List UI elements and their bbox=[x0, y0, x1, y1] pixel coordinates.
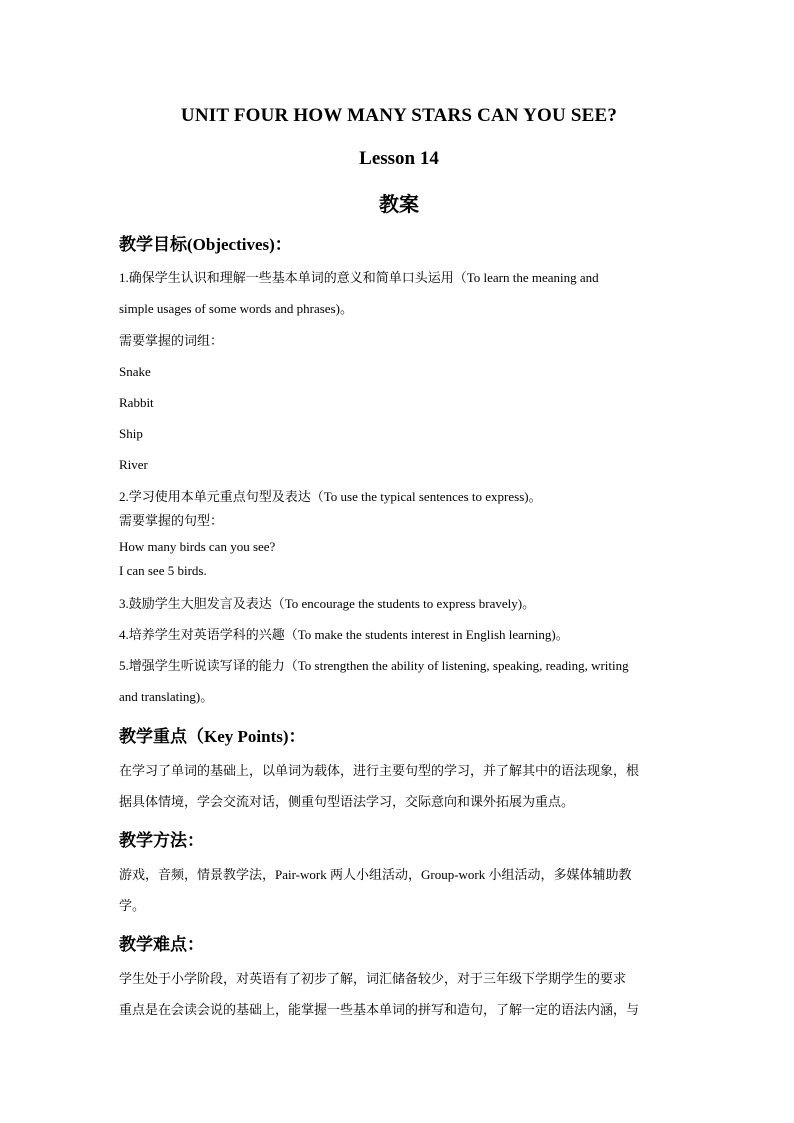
methods-line-2: 学。 bbox=[119, 898, 146, 913]
key-points-line-1: 在学习了单词的基础上，以单词为载体，进行主要句型的学习，并了解其中的语法现象，根 bbox=[119, 763, 640, 778]
difficulties-line-1: 学生处于小学阶段，对英语有了初步了解，词汇储备较少，对于三年级下学期学生的要求 bbox=[119, 971, 627, 986]
lesson-title: Lesson 14 bbox=[359, 148, 439, 169]
pattern-answer: I can see 5 birds. bbox=[119, 563, 207, 578]
objectives-heading: 教学目标(Objectives)： bbox=[119, 235, 292, 254]
methods-line-1: 游戏，音频，情景教学法，Pair-work 两人小组活动，Group-work 小组活动，多媒体辅助教 bbox=[119, 867, 632, 882]
objective-item-1-line-1: 1.确保学生认识和理解一些基本单词的意义和简单口头运用（To learn the meaning and bbox=[119, 270, 599, 285]
key-points-heading: 教学重点（Key Points)： bbox=[119, 727, 306, 746]
key-points-line-2: 据具体情境，学会交流对话，侧重句型语法学习，交际意向和课外拓展为重点。 bbox=[119, 794, 575, 809]
objective-item-1-line-2: simple usages of some words and phrases)。 bbox=[119, 301, 353, 316]
objective-item-4: 4.培养学生对英语学科的兴趣（To make the students interest in English learning)。 bbox=[119, 627, 569, 642]
word-item: Snake bbox=[119, 364, 151, 379]
difficulties-line-2: 重点是在会读会说的基础上，能掌握一些基本单词的拼写和造句，了解一定的语法内涵，与 bbox=[119, 1002, 640, 1017]
difficulties-heading: 教学难点： bbox=[119, 935, 204, 954]
doc-type-title: 教案 bbox=[379, 194, 419, 216]
objective-item-5-line-1: 5.增强学生听说读写译的能力（To strengthen the ability of listening, speaking, reading, writing bbox=[119, 658, 629, 673]
patterns-label: 需要掌握的句型： bbox=[119, 513, 224, 528]
methods-heading: 教学方法： bbox=[119, 831, 204, 850]
word-item: Rabbit bbox=[119, 395, 154, 410]
objective-item-2: 2.学习使用本单元重点句型及表达（To use the typical sentences to express)。 bbox=[119, 489, 542, 504]
pattern-question: How many birds can you see? bbox=[119, 539, 276, 554]
words-label: 需要掌握的词组： bbox=[119, 333, 224, 348]
objective-item-5-line-2: and translating)。 bbox=[119, 689, 214, 704]
unit-title: UNIT FOUR HOW MANY STARS CAN YOU SEE? bbox=[180, 105, 618, 126]
word-item: River bbox=[119, 457, 148, 472]
objective-item-3: 3.鼓励学生大胆发言及表达（To encourage the students to express bravely)。 bbox=[119, 596, 536, 611]
word-item: Ship bbox=[119, 426, 143, 441]
